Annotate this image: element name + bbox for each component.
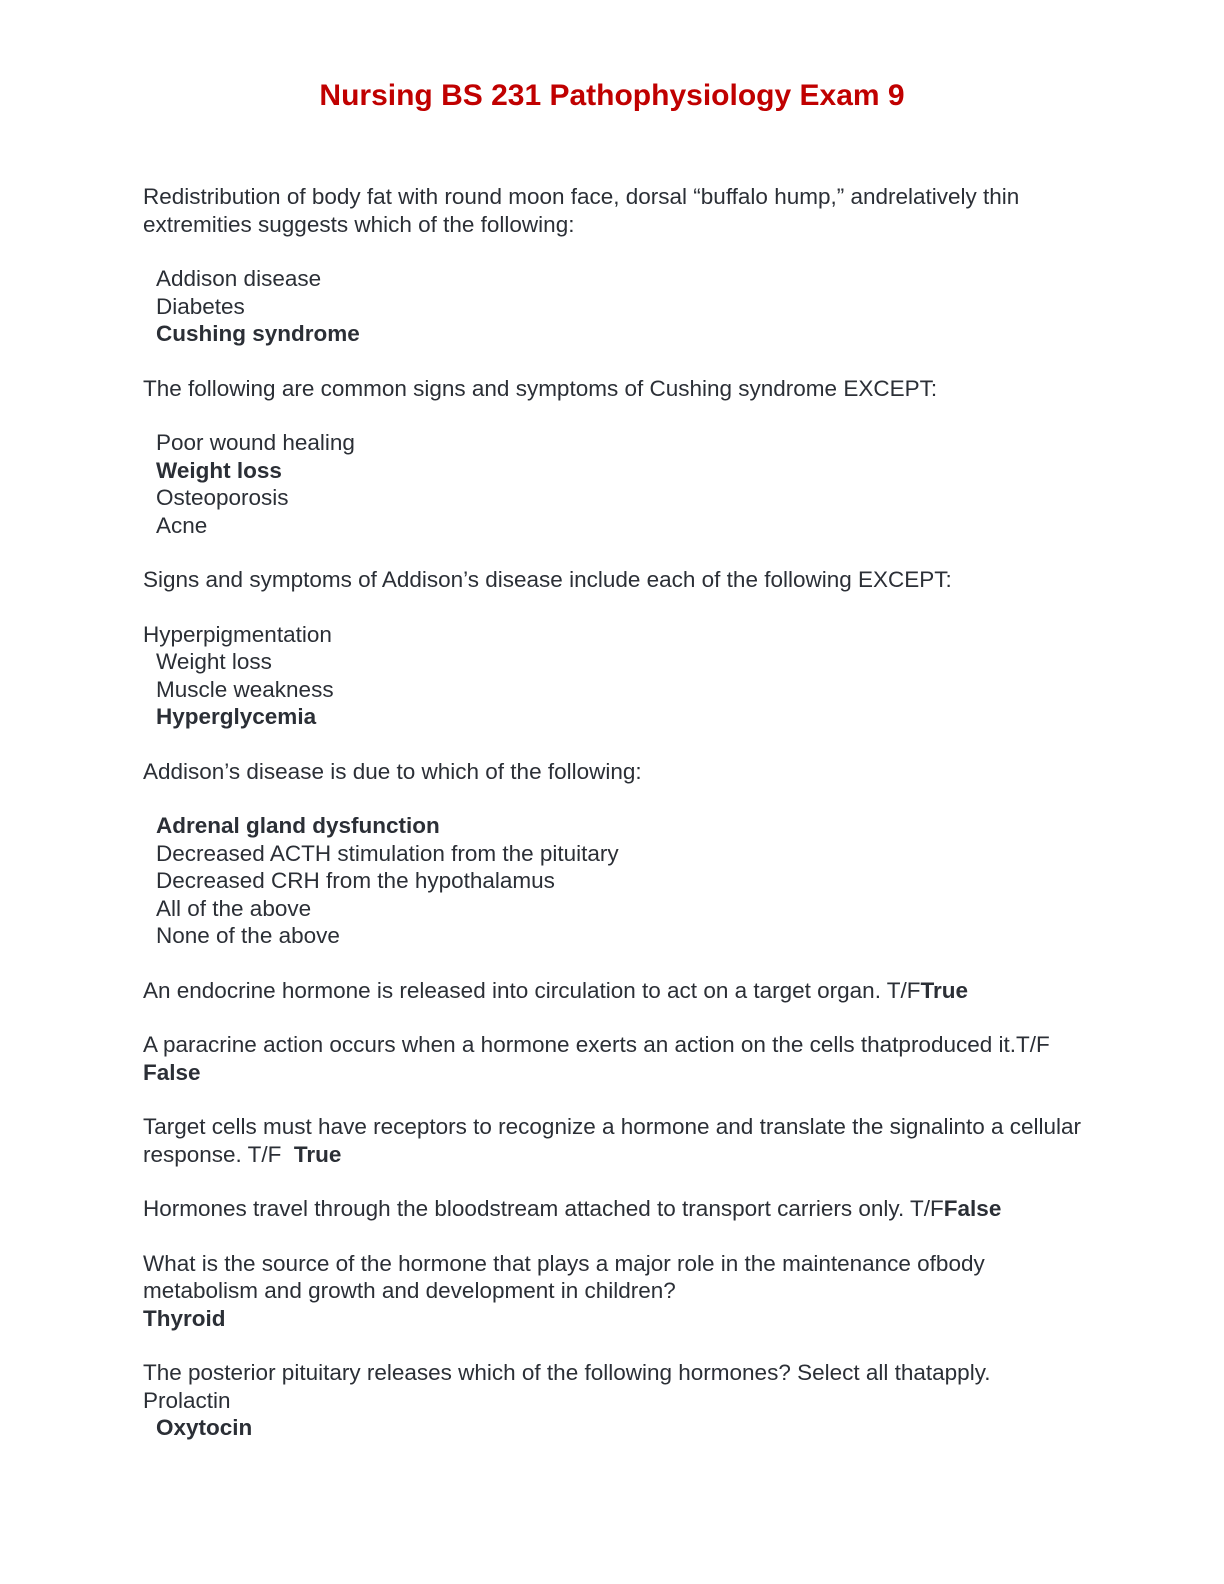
question-text: What is the source of the hormone that plays a major role in the maintenance ofbody metabolism and growth and development in children? bbox=[143, 1250, 985, 1303]
exam-content bbox=[143, 183, 1088, 1442]
answer: False bbox=[943, 1196, 1002, 1221]
option: Osteoporosis bbox=[156, 485, 289, 510]
correct-option: Weight loss bbox=[156, 457, 282, 483]
answer: False bbox=[143, 1059, 201, 1085]
question-4 bbox=[143, 758, 1083, 950]
option: Hyperpigmentation bbox=[143, 621, 332, 647]
question-text-body: A paracrine action occurs when a hormone exerts an action on the cells thatproduced it.T/F bbox=[143, 1032, 1050, 1057]
option: Addison disease bbox=[156, 266, 322, 291]
question-text-body: An endocrine hormone is released into circulation to act on a target organ. T/F bbox=[143, 977, 921, 1003]
option: Prolactin bbox=[143, 1387, 231, 1413]
answer-options bbox=[143, 1387, 1083, 1442]
option: Acne bbox=[156, 512, 208, 538]
question-text-body: Hormones travel through the bloodstream attached to transport carriers only. T/F bbox=[143, 1196, 944, 1221]
correct-option: Cushing syndrome bbox=[156, 321, 360, 346]
question-text-body: Target cells must have receptors to recognize a hormone and translate the signalinto a cellular response. T/F bbox=[143, 1114, 1088, 1167]
question-text: The posterior pituitary releases which of the following hormones? Select all thatapply. bbox=[143, 1360, 991, 1385]
answer-options bbox=[143, 621, 1083, 731]
question-text: The following are common signs and symptoms of Cushing syndrome EXCEPT: bbox=[143, 375, 938, 401]
option: None of the above bbox=[156, 923, 340, 948]
answer-options bbox=[143, 265, 1083, 348]
option: Weight loss bbox=[156, 649, 272, 674]
question-text: Redistribution of body fat with round moon face, dorsal “buffalo hump,” andrelatively thin extremities suggests which of the following: bbox=[143, 184, 1020, 237]
answer: Thyroid bbox=[143, 1305, 226, 1331]
correct-option: Oxytocin bbox=[156, 1415, 253, 1440]
question-1 bbox=[143, 183, 1083, 348]
correct-option: Adrenal gland dysfunction bbox=[156, 813, 440, 838]
question-9 bbox=[143, 1250, 1083, 1333]
answer-options bbox=[143, 812, 1083, 950]
question-text: Signs and symptoms of Addison’s disease include each of the following EXCEPT: bbox=[143, 567, 952, 592]
question-3 bbox=[143, 566, 1083, 731]
option: Decreased ACTH stimulation from the pituitary bbox=[156, 840, 619, 866]
answer-options bbox=[143, 429, 1083, 539]
answer: True bbox=[920, 977, 969, 1003]
question-5 bbox=[143, 977, 1083, 1005]
option: Diabetes bbox=[156, 293, 245, 319]
question-text bbox=[143, 1195, 1083, 1223]
option: All of the above bbox=[156, 895, 312, 921]
option: Poor wound healing bbox=[156, 430, 355, 455]
answer: True bbox=[293, 1141, 342, 1167]
question-text bbox=[143, 977, 1083, 1005]
question-6 bbox=[143, 1031, 1083, 1086]
question-8 bbox=[143, 1195, 1083, 1223]
option: Muscle weakness bbox=[156, 676, 334, 702]
correct-option: Hyperglycemia bbox=[156, 704, 317, 729]
page-title: Nursing BS 231 Pathophysiology Exam 9 bbox=[319, 79, 905, 112]
option: Decreased CRH from the hypothalamus bbox=[156, 868, 555, 893]
question-7 bbox=[143, 1113, 1088, 1168]
question-text bbox=[143, 1031, 1083, 1086]
question-text: Addison’s disease is due to which of the following: bbox=[143, 758, 642, 784]
question-10 bbox=[143, 1359, 1083, 1442]
question-text bbox=[143, 1113, 1088, 1168]
question-2 bbox=[143, 375, 1083, 540]
